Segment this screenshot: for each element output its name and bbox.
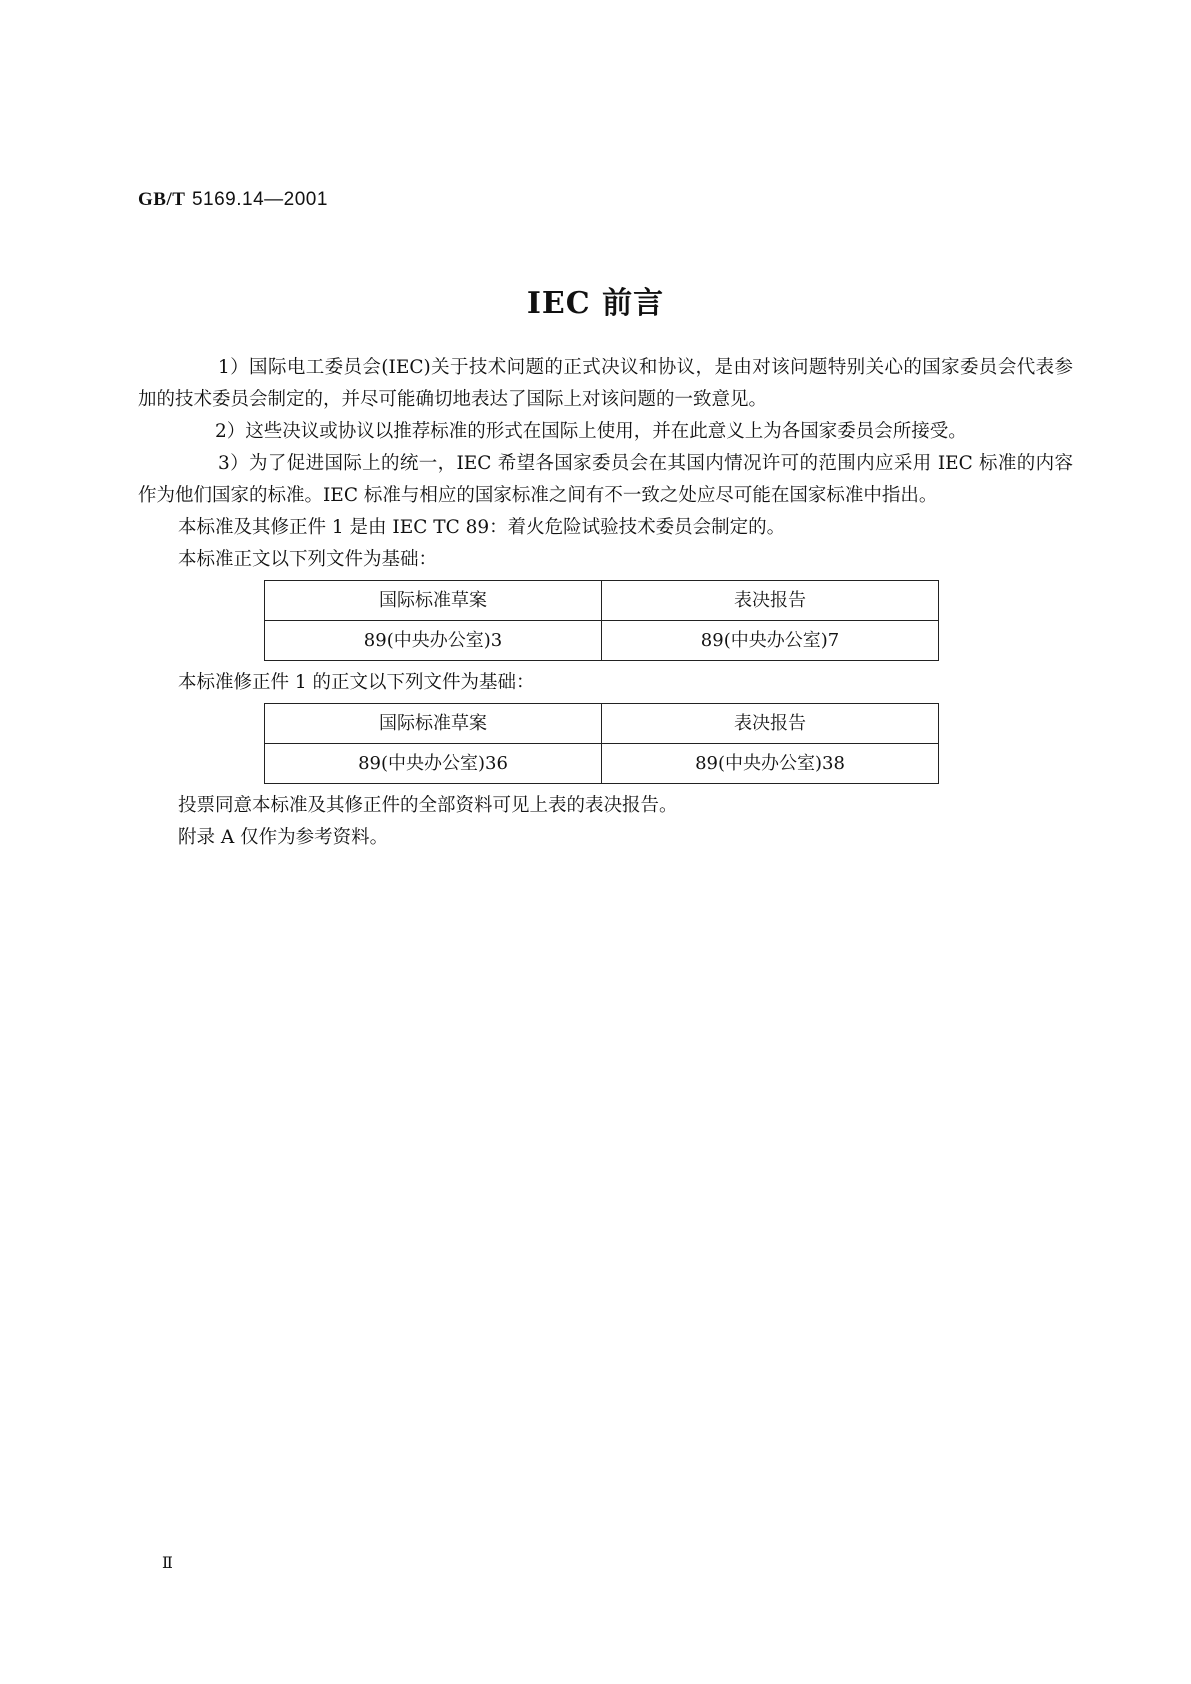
table-cell: 89(中央办公室)36 [265,744,602,784]
paragraph-1: 1）国际电工委员会(IEC)关于技术问题的正式决议和协议，是由对该问题特别关心的国家委员会代表参加的技术委员会制定的，并尽可能确切地表达了国际上对该问题的一致意见。 [138,357,1073,410]
table-header-cell: 国际标准草案 [265,581,602,621]
page-number: Ⅱ [162,1553,173,1572]
basis-table-main [264,580,939,661]
table-header-row [265,581,939,621]
document-body [138,352,1073,854]
table-cell: 89(中央办公室)38 [602,744,939,784]
paragraph-8: 附录 A 仅作为参考资料。 [178,827,389,848]
standard-number: 5169.14—2001 [191,189,328,210]
paragraph-7: 投票同意本标准及其修正件的全部资料可见上表的表决报告。 [178,795,678,816]
table-header-row [265,704,939,744]
paragraph-5: 本标准正文以下列文件为基础： [178,549,438,570]
standard-prefix: GB/T [138,189,186,210]
table-cell: 89(中央办公室)3 [265,621,602,661]
paragraph-6: 本标准修正件 1 的正文以下列文件为基础： [178,672,535,693]
basis-table-amendment [264,703,939,784]
table-cell: 89(中央办公室)7 [602,621,939,661]
paragraph-3: 3）为了促进国际上的统一，IEC 希望各国家委员会在其国内情况许可的范围内应采用 IEC 标准的内容作为他们国家的标准。IEC 标准与相应的国家标准之间有不一致之处应尽可能在国家标准中指出。 [138,453,1073,506]
paragraph-2: 2）这些决议或协议以推荐标准的形式在国际上使用，并在此意义上为各国家委员会所接受。 [215,421,967,442]
table-header-cell: 表决报告 [602,704,939,744]
table-header-cell: 国际标准草案 [265,704,602,744]
standard-code [138,188,328,211]
page-title: IEC 前言 [526,286,665,321]
paragraph-4: 本标准及其修正件 1 是由 IEC TC 89：着火危险试验技术委员会制定的。 [178,517,786,538]
table-header-cell: 表决报告 [602,581,939,621]
table-row [265,621,939,661]
table-row [265,744,939,784]
